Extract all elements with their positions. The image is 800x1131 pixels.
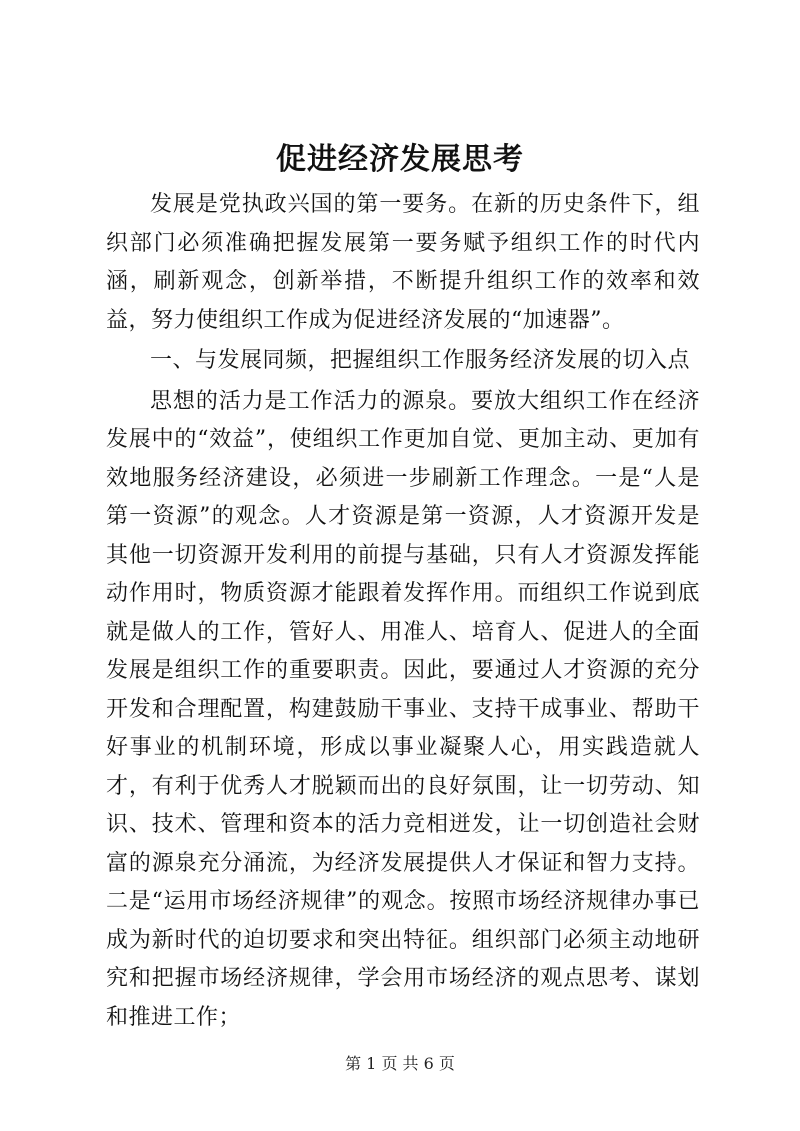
document-body [106,186,700,1037]
body-paragraph: 思想的活力是工作活力的源泉。要放大组织工作在经济发展中的“效益”，使组织工作更加自觉、更加主动、更加有效地服务经济建设，必须进一步刷新工作理念。一是“人是第一资源”的观念。人才资源是第一资源，人才资源开发是其他一切资源开发利用的前提与基础，只有人才资源发挥能动作用时，物质资源才能跟着发挥作用。而组织工作说到底就是做人的工作，管好人、用准人、培育人、促进人的全面发展是组织工作的重要职责。因此，要通过人才资源的充分开发和合理配置，构建鼓励干事业、支持干成事业、帮助干好事业的机制环境，形成以事业凝聚人心，用实践造就人才，有利于优秀人才脱颖而出的良好氛围，让一切劳动、知识、技术、管理和资本的活力竞相迸发，让一切创造社会财富的源泉充分涌流，为经济发展提供人才保证和智力支持。二是“运用市场经济规律”的观念。按照市场经济规律办事已成为新时代的迫切要求和突出特征。组织部门必须主动地研究和把握市场经济规律，学会用市场经济的观点思考、谋划和推进工作； [106,388,700,1030]
intro-paragraph: 发展是党执政兴国的第一要务。在新的历史条件下，组织部门必须准确把握发展第一要务赋予组织工作的时代内涵，刷新观念，创新举措，不断提升组织工作的效率和效益，努力使组织工作成为促进经济发展的“加速器”。 [106,192,700,333]
document-title: 促进经济发展思考 [276,142,524,177]
section-heading: 一、与发展同频，把握组织工作服务经济发展的切入点 [150,348,691,373]
page-footer: 第 1 页 共 6 页 [345,1054,455,1073]
